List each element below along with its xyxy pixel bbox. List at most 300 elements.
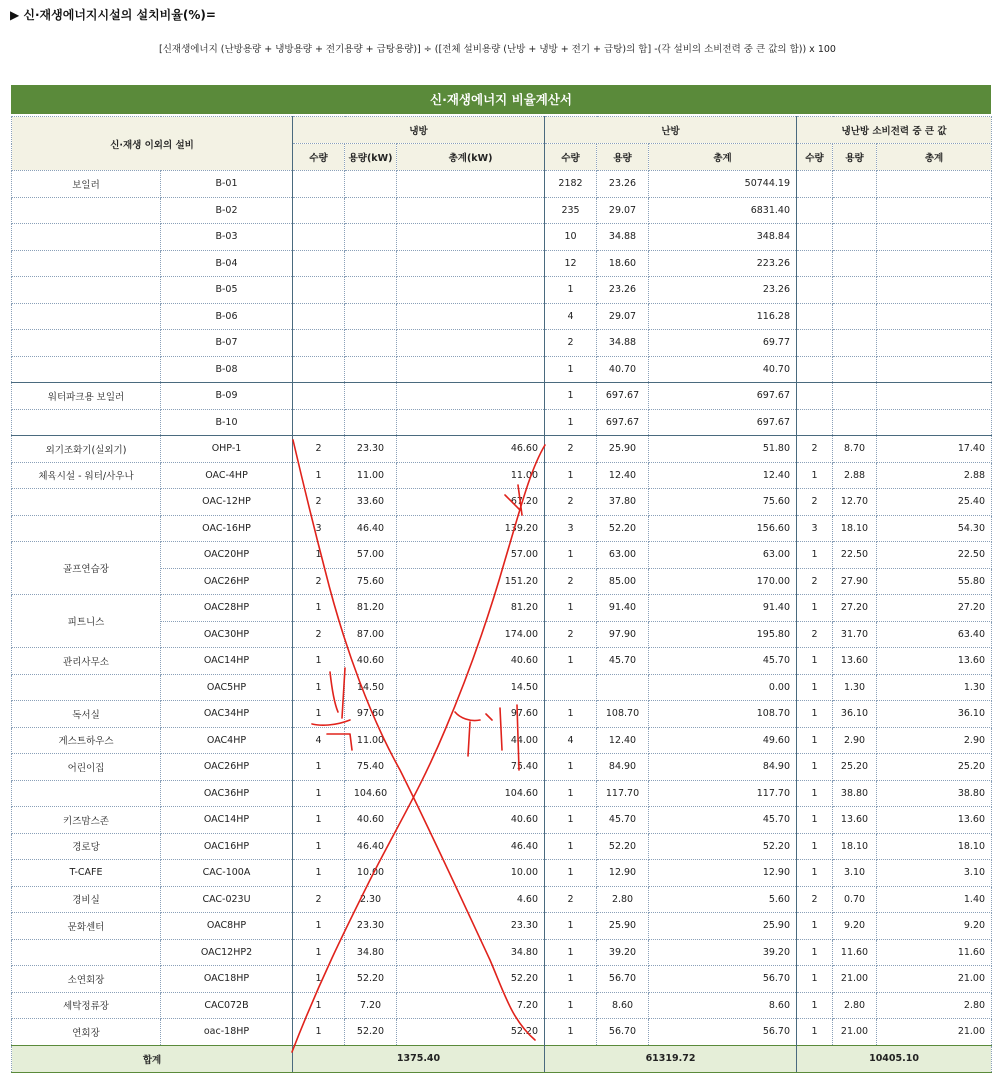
cooling-cap: 7.20: [345, 992, 397, 1019]
heating-qty: 1: [545, 860, 597, 887]
heating-cap: 29.07: [597, 197, 649, 224]
model-cell: OAC-12HP: [161, 489, 293, 516]
power-cap: 11.60: [833, 939, 877, 966]
cooling-total: 97.60: [397, 701, 545, 728]
cooling-qty: 1: [293, 674, 345, 701]
power-total: 1.40: [877, 886, 992, 913]
header-power-cap: 용량: [833, 144, 877, 171]
heating-total: 23.26: [649, 277, 797, 304]
heating-qty: 2: [545, 568, 597, 595]
group-cell: 키즈맘스존: [12, 807, 161, 834]
heating-qty: 1: [545, 409, 597, 436]
heating-cap: 34.88: [597, 224, 649, 251]
model-cell: OAC8HP: [161, 913, 293, 940]
heating-total: 5.60: [649, 886, 797, 913]
group-cell: 골프연습장: [12, 542, 161, 595]
cooling-qty: 1: [293, 807, 345, 834]
power-cap: 21.00: [833, 1019, 877, 1046]
heating-cap: 12.90: [597, 860, 649, 887]
table-row: [12, 515, 992, 542]
power-total: [877, 356, 992, 383]
model-cell: OAC34HP: [161, 701, 293, 728]
power-qty: 1: [797, 966, 833, 993]
power-total: 13.60: [877, 807, 992, 834]
cooling-total: 34.80: [397, 939, 545, 966]
power-qty: 2: [797, 621, 833, 648]
heating-cap: 97.90: [597, 621, 649, 648]
power-cap: [833, 409, 877, 436]
power-cap: [833, 197, 877, 224]
table-row: [12, 807, 992, 834]
power-qty: [797, 356, 833, 383]
group-cell: 외기조화기(실외기): [12, 436, 161, 463]
cooling-total: 139.20: [397, 515, 545, 542]
table-body: [12, 171, 992, 1046]
heating-cap: 23.26: [597, 171, 649, 198]
cooling-qty: 1: [293, 462, 345, 489]
heating-cap: 85.00: [597, 568, 649, 595]
power-cap: 1.30: [833, 674, 877, 701]
heating-qty: 1: [545, 966, 597, 993]
heating-cap: [597, 674, 649, 701]
cooling-qty: 1: [293, 542, 345, 569]
model-cell: B-02: [161, 197, 293, 224]
total-cooling: 1375.40: [293, 1045, 545, 1072]
heating-qty: 1: [545, 356, 597, 383]
model-cell: OAC18HP: [161, 966, 293, 993]
table-row: [12, 462, 992, 489]
group-cell: [12, 277, 161, 304]
heating-qty: 1: [545, 462, 597, 489]
heating-total: 56.70: [649, 1019, 797, 1046]
power-cap: 18.10: [833, 833, 877, 860]
cooling-qty: 1: [293, 939, 345, 966]
header-power: 냉난방 소비전력 중 큰 값: [797, 117, 992, 144]
table-row: [12, 303, 992, 330]
power-total: 18.10: [877, 833, 992, 860]
table-row: [12, 780, 992, 807]
cooling-qty: 2: [293, 489, 345, 516]
table-title: 신·재생에너지 비율계산서: [11, 85, 991, 114]
heating-cap: 45.70: [597, 648, 649, 675]
heating-cap: 18.60: [597, 250, 649, 277]
group-cell: 연회장: [12, 1019, 161, 1046]
table-row: [12, 356, 992, 383]
cooling-cap: 57.00: [345, 542, 397, 569]
power-qty: 1: [797, 939, 833, 966]
cooling-cap: [345, 383, 397, 410]
model-cell: OAC14HP: [161, 648, 293, 675]
cooling-cap: 87.00: [345, 621, 397, 648]
heating-qty: 4: [545, 727, 597, 754]
cooling-cap: 75.40: [345, 754, 397, 781]
power-cap: 13.60: [833, 807, 877, 834]
cooling-qty: 1: [293, 966, 345, 993]
heating-total: 91.40: [649, 595, 797, 622]
power-qty: 2: [797, 886, 833, 913]
cooling-qty: 1: [293, 992, 345, 1019]
heating-total: 8.60: [649, 992, 797, 1019]
cooling-cap: [345, 197, 397, 224]
power-total: 54.30: [877, 515, 992, 542]
heating-qty: 1: [545, 542, 597, 569]
heating-total: 108.70: [649, 701, 797, 728]
cooling-total: 57.00: [397, 542, 545, 569]
header-power-qty: 수량: [797, 144, 833, 171]
heating-total: 45.70: [649, 648, 797, 675]
model-cell: CAC-023U: [161, 886, 293, 913]
header-cooling-qty: 수량: [293, 144, 345, 171]
model-cell: OAC26HP: [161, 754, 293, 781]
table-row: [12, 754, 992, 781]
heating-qty: 3: [545, 515, 597, 542]
power-cap: [833, 303, 877, 330]
heating-total: 223.26: [649, 250, 797, 277]
group-cell: [12, 224, 161, 251]
heating-qty: 2: [545, 489, 597, 516]
heating-qty: 1: [545, 648, 597, 675]
power-total: 22.50: [877, 542, 992, 569]
cooling-total: 46.60: [397, 436, 545, 463]
cooling-cap: 33.60: [345, 489, 397, 516]
model-cell: B-04: [161, 250, 293, 277]
group-cell: [12, 409, 161, 436]
cooling-qty: 1: [293, 860, 345, 887]
cooling-total: 46.40: [397, 833, 545, 860]
power-total: [877, 224, 992, 251]
group-cell: [12, 356, 161, 383]
cooling-qty: 1: [293, 595, 345, 622]
cooling-qty: 4: [293, 727, 345, 754]
header-equip: 신·재생 이외의 설비: [12, 117, 293, 171]
cooling-qty: [293, 197, 345, 224]
power-total: 1.30: [877, 674, 992, 701]
heating-total: 25.90: [649, 913, 797, 940]
group-cell: [12, 489, 161, 516]
power-qty: 1: [797, 780, 833, 807]
heating-qty: 1: [545, 701, 597, 728]
header-power-total: 총계: [877, 144, 992, 171]
model-cell: OAC20HP: [161, 542, 293, 569]
heating-cap: 45.70: [597, 807, 649, 834]
power-qty: [797, 277, 833, 304]
power-qty: 1: [797, 860, 833, 887]
power-cap: [833, 277, 877, 304]
cooling-qty: [293, 277, 345, 304]
power-cap: [833, 356, 877, 383]
cooling-qty: 2: [293, 436, 345, 463]
cooling-qty: [293, 356, 345, 383]
power-cap: 2.80: [833, 992, 877, 1019]
heating-cap: 25.90: [597, 436, 649, 463]
group-cell: [12, 939, 161, 966]
power-total: 2.90: [877, 727, 992, 754]
cooling-cap: 2.30: [345, 886, 397, 913]
group-cell: 문화센터: [12, 913, 161, 940]
heating-total: 69.77: [649, 330, 797, 357]
cooling-cap: 97.60: [345, 701, 397, 728]
model-cell: OAC5HP: [161, 674, 293, 701]
group-cell: 경로당: [12, 833, 161, 860]
table-row: [12, 966, 992, 993]
heating-cap: 25.90: [597, 913, 649, 940]
heating-total: 195.80: [649, 621, 797, 648]
group-cell: 관리사무소: [12, 648, 161, 675]
table-row: [12, 542, 992, 569]
group-cell: [12, 250, 161, 277]
cooling-cap: 23.30: [345, 436, 397, 463]
heating-cap: 29.07: [597, 303, 649, 330]
cooling-qty: 1: [293, 833, 345, 860]
power-total: 25.20: [877, 754, 992, 781]
power-total: 38.80: [877, 780, 992, 807]
table-row: [12, 277, 992, 304]
power-qty: 1: [797, 992, 833, 1019]
total-heating: 61319.72: [545, 1045, 797, 1072]
heating-qty: 2: [545, 436, 597, 463]
cooling-qty: 1: [293, 780, 345, 807]
cooling-cap: 11.00: [345, 727, 397, 754]
table-row: [12, 197, 992, 224]
power-total: 2.80: [877, 992, 992, 1019]
power-total: 17.40: [877, 436, 992, 463]
group-cell: [12, 515, 161, 542]
heating-cap: 56.70: [597, 1019, 649, 1046]
cooling-cap: 52.20: [345, 966, 397, 993]
power-cap: [833, 224, 877, 251]
cooling-cap: 81.20: [345, 595, 397, 622]
heating-cap: 84.90: [597, 754, 649, 781]
total-power: 10405.10: [797, 1045, 992, 1072]
heating-cap: 117.70: [597, 780, 649, 807]
power-qty: [797, 171, 833, 198]
table-row: [12, 992, 992, 1019]
table-row: [12, 860, 992, 887]
heating-qty: 235: [545, 197, 597, 224]
table-row: [12, 436, 992, 463]
power-cap: [833, 330, 877, 357]
power-cap: 13.60: [833, 648, 877, 675]
cooling-cap: [345, 224, 397, 251]
cooling-total: 174.00: [397, 621, 545, 648]
power-total: 36.10: [877, 701, 992, 728]
heating-total: 84.90: [649, 754, 797, 781]
cooling-cap: [345, 250, 397, 277]
power-qty: [797, 330, 833, 357]
cooling-total: 14.50: [397, 674, 545, 701]
heating-cap: 697.67: [597, 383, 649, 410]
table-row: [12, 409, 992, 436]
heating-qty: 1: [545, 833, 597, 860]
heating-total: 39.20: [649, 939, 797, 966]
power-total: 55.80: [877, 568, 992, 595]
model-cell: OHP-1: [161, 436, 293, 463]
group-cell: [12, 780, 161, 807]
cooling-total: 75.40: [397, 754, 545, 781]
heating-cap: 2.80: [597, 886, 649, 913]
group-cell: 피트니스: [12, 595, 161, 648]
heating-total: 52.20: [649, 833, 797, 860]
table-row: [12, 886, 992, 913]
group-cell: [12, 303, 161, 330]
model-cell: CAC-100A: [161, 860, 293, 887]
table-row: [12, 1019, 992, 1046]
heating-cap: 52.20: [597, 515, 649, 542]
heating-qty: 1: [545, 383, 597, 410]
table-row: [12, 674, 992, 701]
header-cooling-cap: 용량(kW): [345, 144, 397, 171]
heating-total: 49.60: [649, 727, 797, 754]
power-qty: 1: [797, 833, 833, 860]
model-cell: OAC16HP: [161, 833, 293, 860]
cooling-cap: 46.40: [345, 833, 397, 860]
cooling-total: 52.20: [397, 966, 545, 993]
cooling-cap: 10.00: [345, 860, 397, 887]
power-cap: 22.50: [833, 542, 877, 569]
cooling-total: [397, 171, 545, 198]
power-qty: 1: [797, 701, 833, 728]
heating-cap: 40.70: [597, 356, 649, 383]
cooling-cap: 104.60: [345, 780, 397, 807]
power-qty: 1: [797, 595, 833, 622]
power-total: 2.88: [877, 462, 992, 489]
cooling-cap: 14.50: [345, 674, 397, 701]
power-total: 63.40: [877, 621, 992, 648]
power-qty: 1: [797, 674, 833, 701]
power-qty: 1: [797, 462, 833, 489]
heating-qty: 1: [545, 807, 597, 834]
model-cell: OAC30HP: [161, 621, 293, 648]
power-cap: 21.00: [833, 966, 877, 993]
table-row: [12, 250, 992, 277]
heating-qty: 2: [545, 330, 597, 357]
formula-text: [신재생에너지 (난방용량 + 냉방용량 + 전기용량 + 급탕용량)] ÷ ([전체 설비용량 (난방 + 냉방 + 전기 + 급탕)의 합] -(각 설비의 소비전력 중 큰 값의 합)) x 100: [159, 44, 836, 55]
heating-cap: 697.67: [597, 409, 649, 436]
power-qty: [797, 303, 833, 330]
heating-qty: [545, 674, 597, 701]
model-cell: OAC12HP2: [161, 939, 293, 966]
cooling-cap: 46.40: [345, 515, 397, 542]
power-qty: 2: [797, 568, 833, 595]
model-cell: B-01: [161, 171, 293, 198]
table-row: [12, 913, 992, 940]
heating-total: 12.90: [649, 860, 797, 887]
heating-total: 40.70: [649, 356, 797, 383]
header-heating-qty: 수량: [545, 144, 597, 171]
power-total: [877, 250, 992, 277]
cooling-total: 40.60: [397, 807, 545, 834]
power-qty: 2: [797, 489, 833, 516]
power-total: 27.20: [877, 595, 992, 622]
cooling-total: 4.60: [397, 886, 545, 913]
power-cap: 3.10: [833, 860, 877, 887]
power-qty: [797, 409, 833, 436]
model-cell: OAC26HP: [161, 568, 293, 595]
cooling-total: [397, 250, 545, 277]
header-cooling-total: 총계(kW): [397, 144, 545, 171]
power-cap: 2.88: [833, 462, 877, 489]
heating-total: 697.67: [649, 383, 797, 410]
table-row: [12, 701, 992, 728]
power-total: [877, 409, 992, 436]
heating-qty: 1: [545, 939, 597, 966]
heating-cap: 23.26: [597, 277, 649, 304]
heating-total: 697.67: [649, 409, 797, 436]
cooling-total: 40.60: [397, 648, 545, 675]
cooling-qty: [293, 409, 345, 436]
heating-total: 348.84: [649, 224, 797, 251]
cooling-qty: 1: [293, 1019, 345, 1046]
heating-cap: 63.00: [597, 542, 649, 569]
power-total: 3.10: [877, 860, 992, 887]
power-cap: 31.70: [833, 621, 877, 648]
calc-table: [11, 116, 992, 1073]
heating-qty: 1: [545, 913, 597, 940]
model-cell: OAC4HP: [161, 727, 293, 754]
model-cell: OAC36HP: [161, 780, 293, 807]
heating-cap: 52.20: [597, 833, 649, 860]
cooling-total: 151.20: [397, 568, 545, 595]
power-cap: 0.70: [833, 886, 877, 913]
cooling-cap: [345, 330, 397, 357]
table-row: [12, 330, 992, 357]
heating-cap: 12.40: [597, 727, 649, 754]
heating-total: 50744.19: [649, 171, 797, 198]
table-row: [12, 489, 992, 516]
cooling-total: 67.20: [397, 489, 545, 516]
heating-total: 45.70: [649, 807, 797, 834]
power-total: [877, 171, 992, 198]
cooling-cap: [345, 303, 397, 330]
power-cap: 8.70: [833, 436, 877, 463]
power-cap: 12.70: [833, 489, 877, 516]
heating-qty: 1: [545, 1019, 597, 1046]
cooling-total: [397, 224, 545, 251]
cooling-qty: 2: [293, 621, 345, 648]
cooling-total: 23.30: [397, 913, 545, 940]
power-qty: [797, 224, 833, 251]
cooling-cap: 40.60: [345, 807, 397, 834]
table-row: [12, 648, 992, 675]
cooling-total: [397, 383, 545, 410]
power-total: 9.20: [877, 913, 992, 940]
heating-qty: 12: [545, 250, 597, 277]
cooling-qty: [293, 383, 345, 410]
cooling-qty: [293, 303, 345, 330]
cooling-qty: [293, 224, 345, 251]
heating-total: 75.60: [649, 489, 797, 516]
heating-qty: 1: [545, 595, 597, 622]
heating-qty: 1: [545, 277, 597, 304]
header-cooling: 냉방: [293, 117, 545, 144]
heating-total: 51.80: [649, 436, 797, 463]
cooling-cap: 11.00: [345, 462, 397, 489]
heating-total: 6831.40: [649, 197, 797, 224]
cooling-total: 10.00: [397, 860, 545, 887]
model-cell: CAC072B: [161, 992, 293, 1019]
power-total: 25.40: [877, 489, 992, 516]
heating-qty: 2: [545, 621, 597, 648]
table-row: [12, 171, 992, 198]
power-cap: 25.20: [833, 754, 877, 781]
power-cap: 9.20: [833, 913, 877, 940]
cooling-cap: 75.60: [345, 568, 397, 595]
power-qty: 1: [797, 754, 833, 781]
heating-qty: 4: [545, 303, 597, 330]
power-cap: 38.80: [833, 780, 877, 807]
power-total: [877, 330, 992, 357]
cooling-total: 7.20: [397, 992, 545, 1019]
